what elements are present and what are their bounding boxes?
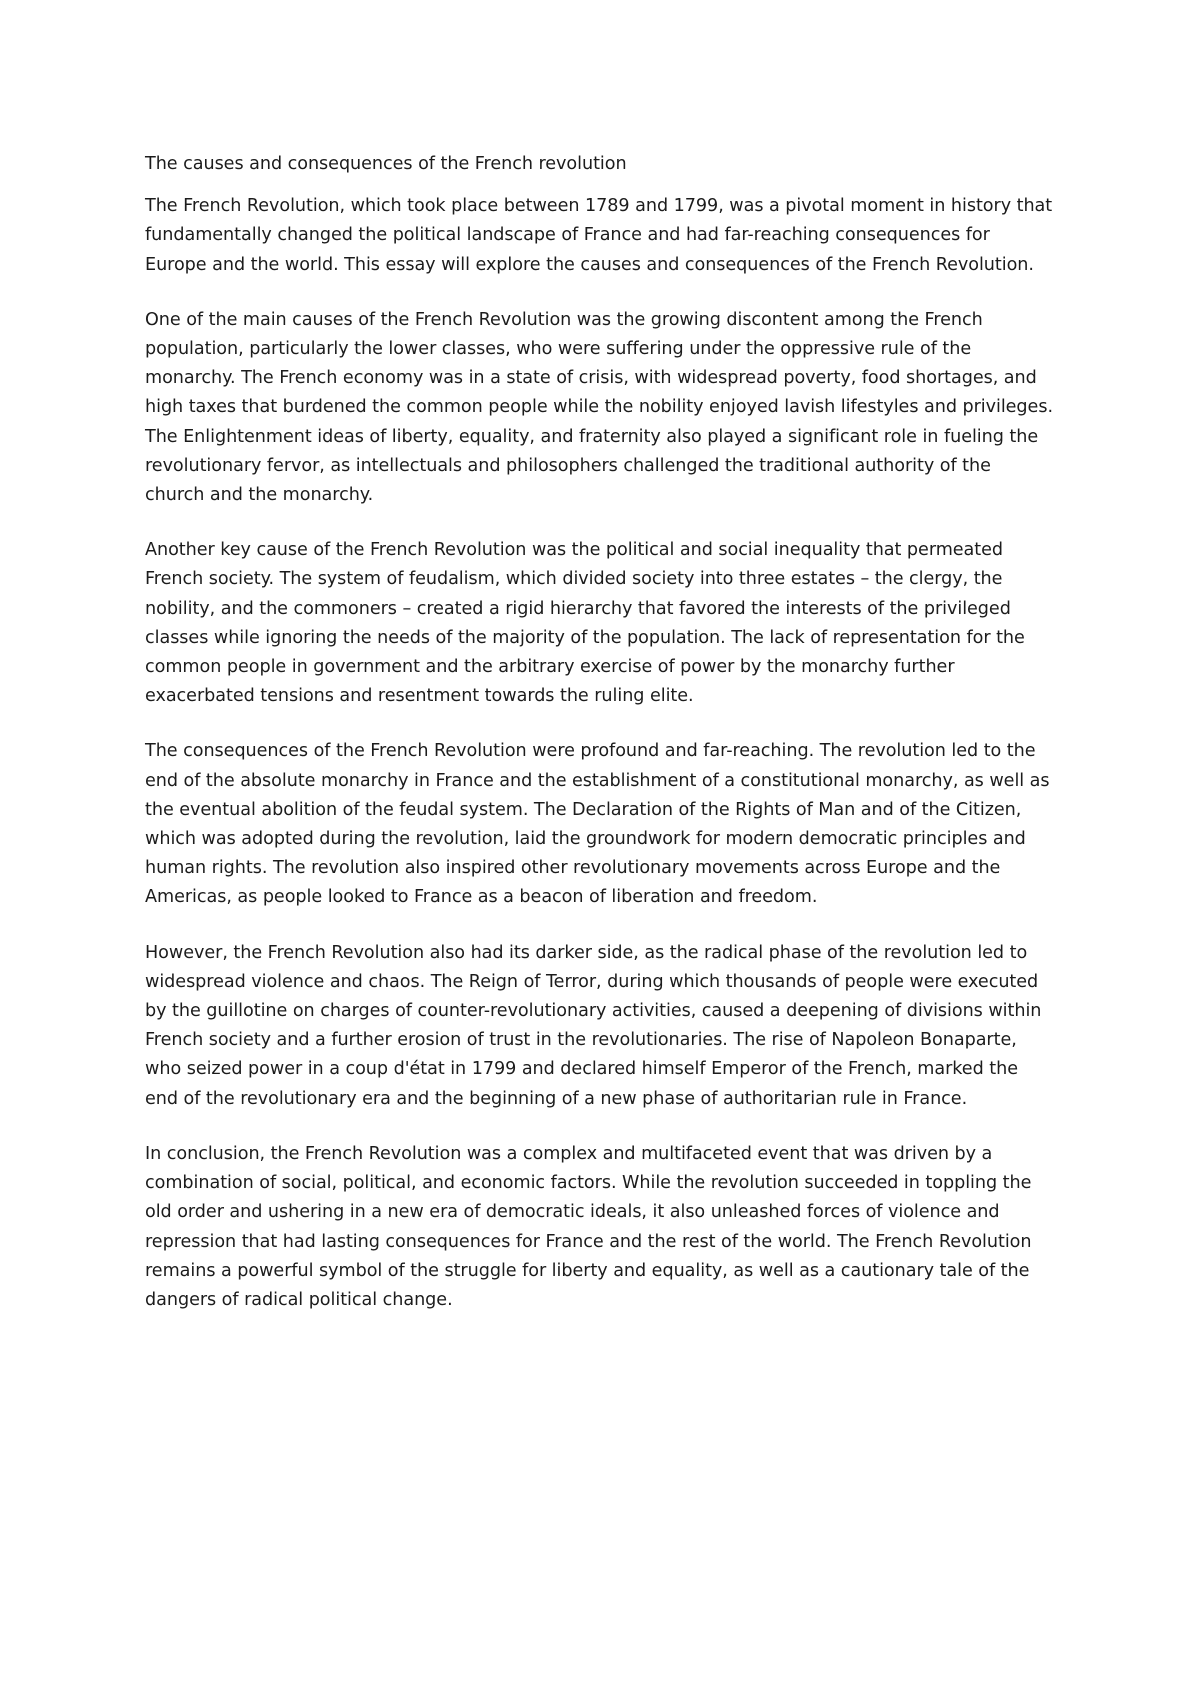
paragraph-darker-side: However, the French Revolution also had its darker side, as the radical phase of the revolution led to widespread violence and chaos. The Reign of Terror, during which thousands of people were executed by the guillotine on charges of counter-revolutionary activities, caused a deepening of divisions within French society and a further erosion of trust in the revolutionaries. The rise of Napoleon Bonaparte, who seized power in a coup d'état in 1799 and declared himself Emperor of the French, marked the end of the revolutionary era and the beginning of a new phase of authoritarian rule in France. xyxy=(145,942,1042,1109)
document-title: The causes and consequences of the French revolution xyxy=(145,154,627,174)
paragraph-conclusion: In conclusion, the French Revolution was a complex and multifaceted event that was driven by a combination of social, political, and economic factors. While the revolution succeeded in toppling the old order and ushering in a new era of democratic ideals, it also unleashed forces of violence and repression that had lasting consequences for France and the rest of the world. The French Revolution remains a powerful symbol of the struggle for liberty and equality, as well as a cautionary tale of the dangers of radical political change. xyxy=(145,1143,1032,1310)
paragraph-consequences: The consequences of the French Revolution were profound and far-reaching. The revolution led to the end of the absolute monarchy in France and the establishment of a constitutional monarchy, as well as the eventual abolition of the feudal system. The Declaration of the Rights of Man and of the Citizen, which was adopted during the revolution, laid the groundwork for modern democratic principles and human rights. The revolution also inspired other revolutionary movements across Europe and the Americas, as people looked to France as a beacon of liberation and freedom. xyxy=(145,741,1050,908)
paragraph-introduction: The French Revolution, which took place between 1789 and 1799, was a pivotal moment in history that fundamentally changed the political landscape of France and had far-reaching consequences for Europe and the world. This essay will explore the causes and consequences of the French Revolution. xyxy=(145,196,1053,275)
paragraph-inequality-cause: Another key cause of the French Revolution was the political and social inequality that permeated French society. The system of feudalism, which divided society into three estates – the clergy, the nobility, and the commoners – created a rigid hierarchy that favored the interests of the privileged classes while ignoring the needs of the majority of the population. The lack of representation for the common people in government and the arbitrary exercise of power by the monarchy further exacerbated tensions and resentment towards the ruling elite. xyxy=(145,540,1025,707)
paragraph-discontent-cause: One of the main causes of the French Revolution was the growing discontent among the French population, particularly the lower classes, who were suffering under the oppressive rule of the monarchy. The French economy was in a state of crisis, with widespread poverty, food shortages, and high taxes that burdened the common people while the nobility enjoyed lavish lifestyles and privileges. The Enlightenment ideas of liberty, equality, and fraternity also played a significant role in fueling the revolutionary fervor, as intellectuals and philosophers challenged the traditional authority of the church and the monarchy. xyxy=(145,309,1053,506)
